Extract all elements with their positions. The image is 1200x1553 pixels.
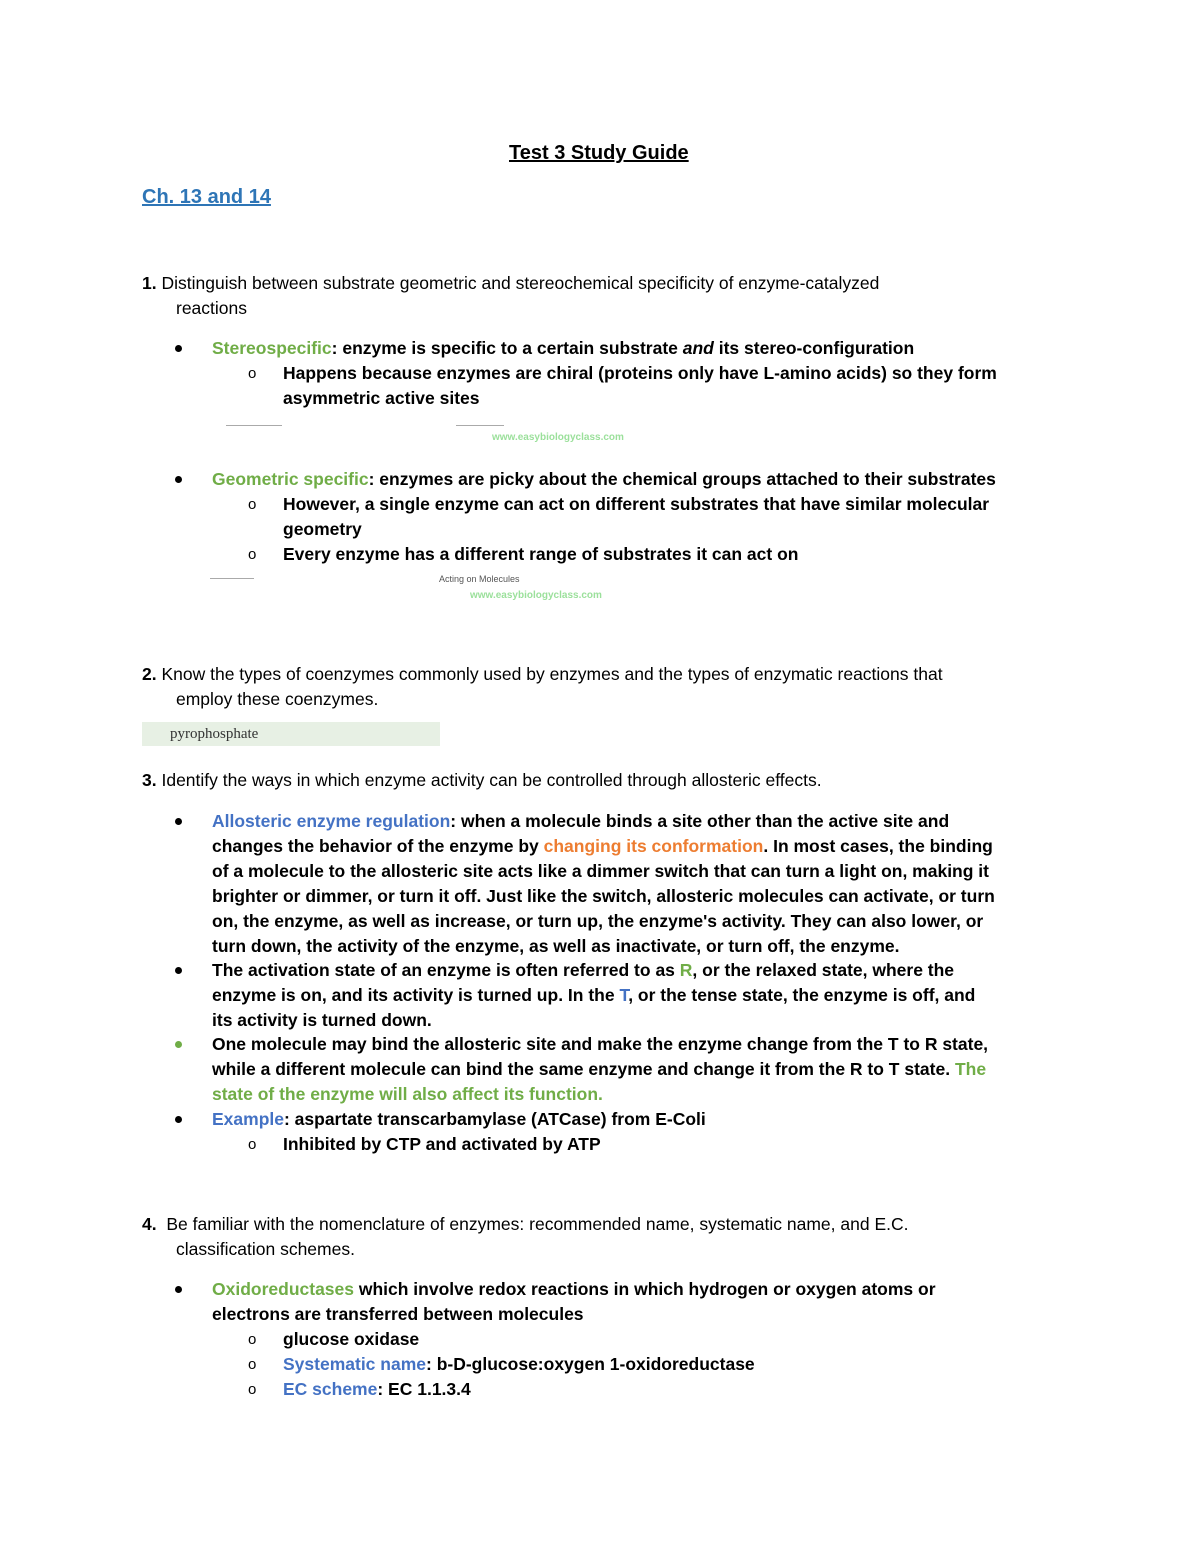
stereo-sub-line-2: asymmetric active sites — [283, 388, 480, 408]
item-text: : when a molecule binds a site other than the active site and — [450, 811, 950, 831]
item-text: its stereo-configuration — [713, 338, 915, 358]
bullet-icon — [175, 1041, 182, 1048]
item-text: , or the tense state, the enzyme is off, and — [628, 985, 976, 1005]
item-text: : enzymes are picky about the chemical groups attached to their substrates — [368, 469, 996, 489]
question-text: Be familiar with the nomenclature of enzymes: recommended name, systematic name, and E.C. — [166, 1214, 909, 1234]
term-example: Example — [212, 1109, 284, 1129]
oxidoreductases-line-2: electrons are transferred between molecules — [212, 1304, 584, 1324]
question-number: 3. — [142, 770, 157, 790]
geometric-sub-1-line-1: However, a single enzyme can act on different substrates that have similar molecular — [283, 494, 990, 514]
example-line — [212, 1107, 706, 1132]
question-2-line-2: employ these coenzymes. — [176, 689, 379, 709]
activation-line-3: its activity is turned down. — [212, 1010, 432, 1030]
watermark-text: www.easybiologyclass.com — [492, 432, 624, 443]
item-text: , or the relaxed state, where the — [692, 960, 955, 980]
sub-bullet-icon: o — [248, 1356, 257, 1373]
sub-bullet-icon: o — [248, 1136, 257, 1153]
question-text: Distinguish between substrate geometric and stereochemical specificity of enzyme-catalyzed — [161, 273, 880, 293]
term-systematic-name: Systematic name — [283, 1354, 426, 1374]
allosteric-line-1 — [212, 809, 949, 834]
term-stereospecific: Stereospecific — [212, 338, 332, 358]
question-number: 4. — [142, 1214, 157, 1234]
bullet-icon — [175, 818, 182, 825]
allosteric-line-5: on, the enzyme, as well as increase, or turn up, the enzyme's activity. They can also lower, or — [212, 911, 984, 931]
question-1-line-1 — [142, 271, 879, 296]
question-text: Identify the ways in which enzyme activity can be controlled through allosteric effects. — [161, 770, 822, 790]
question-2-line-1 — [142, 662, 943, 687]
highlight-conformation: changing its conformation — [543, 836, 764, 856]
geometric-sub-2: Every enzyme has a different range of substrates it can act on — [283, 544, 799, 564]
oxidoreductases-line-1 — [212, 1277, 936, 1302]
term-ec-scheme: EC scheme — [283, 1379, 378, 1399]
activation-line-2 — [212, 983, 975, 1008]
watermark-text: www.easybiologyclass.com — [470, 590, 602, 601]
question-1-line-2: reactions — [176, 298, 248, 318]
image-fragment — [226, 425, 282, 426]
item-text: changes the behavior of the enzyme by — [212, 836, 544, 856]
question-4-line-2: classification schemes. — [176, 1239, 355, 1259]
geometric-item — [212, 467, 996, 492]
sub-bullet-icon: o — [248, 546, 257, 563]
term-t-state: T — [619, 985, 629, 1005]
systematic-name — [283, 1352, 755, 1377]
watermark-logo — [470, 583, 580, 589]
allosteric-line-6: turn down, the activity of the enzyme, as well as inactivate, or turn off, the enzyme. — [212, 936, 900, 956]
item-text: enzyme is on, and its activity is turned up. In the — [212, 985, 620, 1005]
geometric-sub-1-line-2: geometry — [283, 519, 362, 539]
item-text: The activation state of an enzyme is often referred to as — [212, 960, 680, 980]
image-fragment — [456, 425, 504, 426]
term-r-state: R — [679, 960, 693, 980]
chapter-heading: Ch. 13 and 14 — [142, 186, 271, 208]
term-oxidoreductases: Oxidoreductases — [212, 1279, 354, 1299]
image-caption: Acting on Molecules — [439, 574, 520, 584]
sub-bullet-icon: o — [248, 1331, 257, 1348]
transition-line-2 — [212, 1057, 986, 1082]
term-allosteric: Allosteric enzyme regulation — [212, 811, 451, 831]
question-3-line-1 — [142, 768, 822, 793]
sub-bullet-icon: o — [248, 365, 257, 382]
coenzyme-image-strip: pyrophosphate — [142, 722, 440, 746]
item-text: which involve redox reactions in which hydrogen or oxygen atoms or — [354, 1279, 936, 1299]
bullet-icon — [175, 345, 182, 352]
sub-bullet-icon: o — [248, 496, 257, 513]
allosteric-line-4: brighter or dimmer, or turn it off. Just like the switch, allosteric molecules can activate, or turn — [212, 886, 995, 906]
item-text: : EC 1.1.3.4 — [377, 1379, 471, 1399]
item-text: : aspartate transcarbamylase (ATCase) from E-Coli — [283, 1109, 706, 1129]
allosteric-line-2 — [212, 834, 993, 859]
question-text: Know the types of coenzymes commonly used by enzymes and the types of enzymatic reactions that — [161, 664, 943, 684]
sub-bullet-icon: o — [248, 1381, 257, 1398]
ec-scheme — [283, 1377, 471, 1402]
page-title: Test 3 Study Guide — [509, 142, 689, 164]
bullet-icon — [175, 476, 182, 483]
question-number: 1. — [142, 273, 157, 293]
highlight-text: The — [954, 1059, 987, 1079]
question-4-line-1 — [142, 1212, 908, 1237]
question-number: 2. — [142, 664, 157, 684]
bullet-icon — [175, 1116, 182, 1123]
example-sub: Inhibited by CTP and activated by ATP — [283, 1134, 601, 1154]
item-text: while a different molecule can bind the same enzyme and change it from the R to T state. — [212, 1059, 955, 1079]
item-text: . In most cases, the binding — [763, 836, 993, 856]
stereospecific-item — [212, 336, 914, 361]
activation-line-1 — [212, 958, 954, 983]
term-geometric: Geometric specific — [212, 469, 369, 489]
bullet-icon — [175, 1286, 182, 1293]
recommended-name: glucose oxidase — [283, 1329, 420, 1349]
allosteric-line-3: of a molecule to the allosteric site acts like a dimmer switch that can turn a light on, making it — [212, 861, 989, 881]
item-text: : b-D-glucose:oxygen 1-oxidoreductase — [426, 1354, 755, 1374]
item-text: : enzyme is specific to a certain substrate — [331, 338, 683, 358]
image-fragment — [210, 578, 254, 579]
bullet-icon — [175, 967, 182, 974]
emphasis-text: and — [682, 338, 714, 358]
transition-line-3: state of the enzyme will also affect its function. — [212, 1084, 603, 1104]
transition-line-1: One molecule may bind the allosteric site and make the enzyme change from the T to R state, — [212, 1034, 989, 1054]
stereo-sub-line-1: Happens because enzymes are chiral (proteins only have L-amino acids) so they form — [283, 363, 997, 383]
